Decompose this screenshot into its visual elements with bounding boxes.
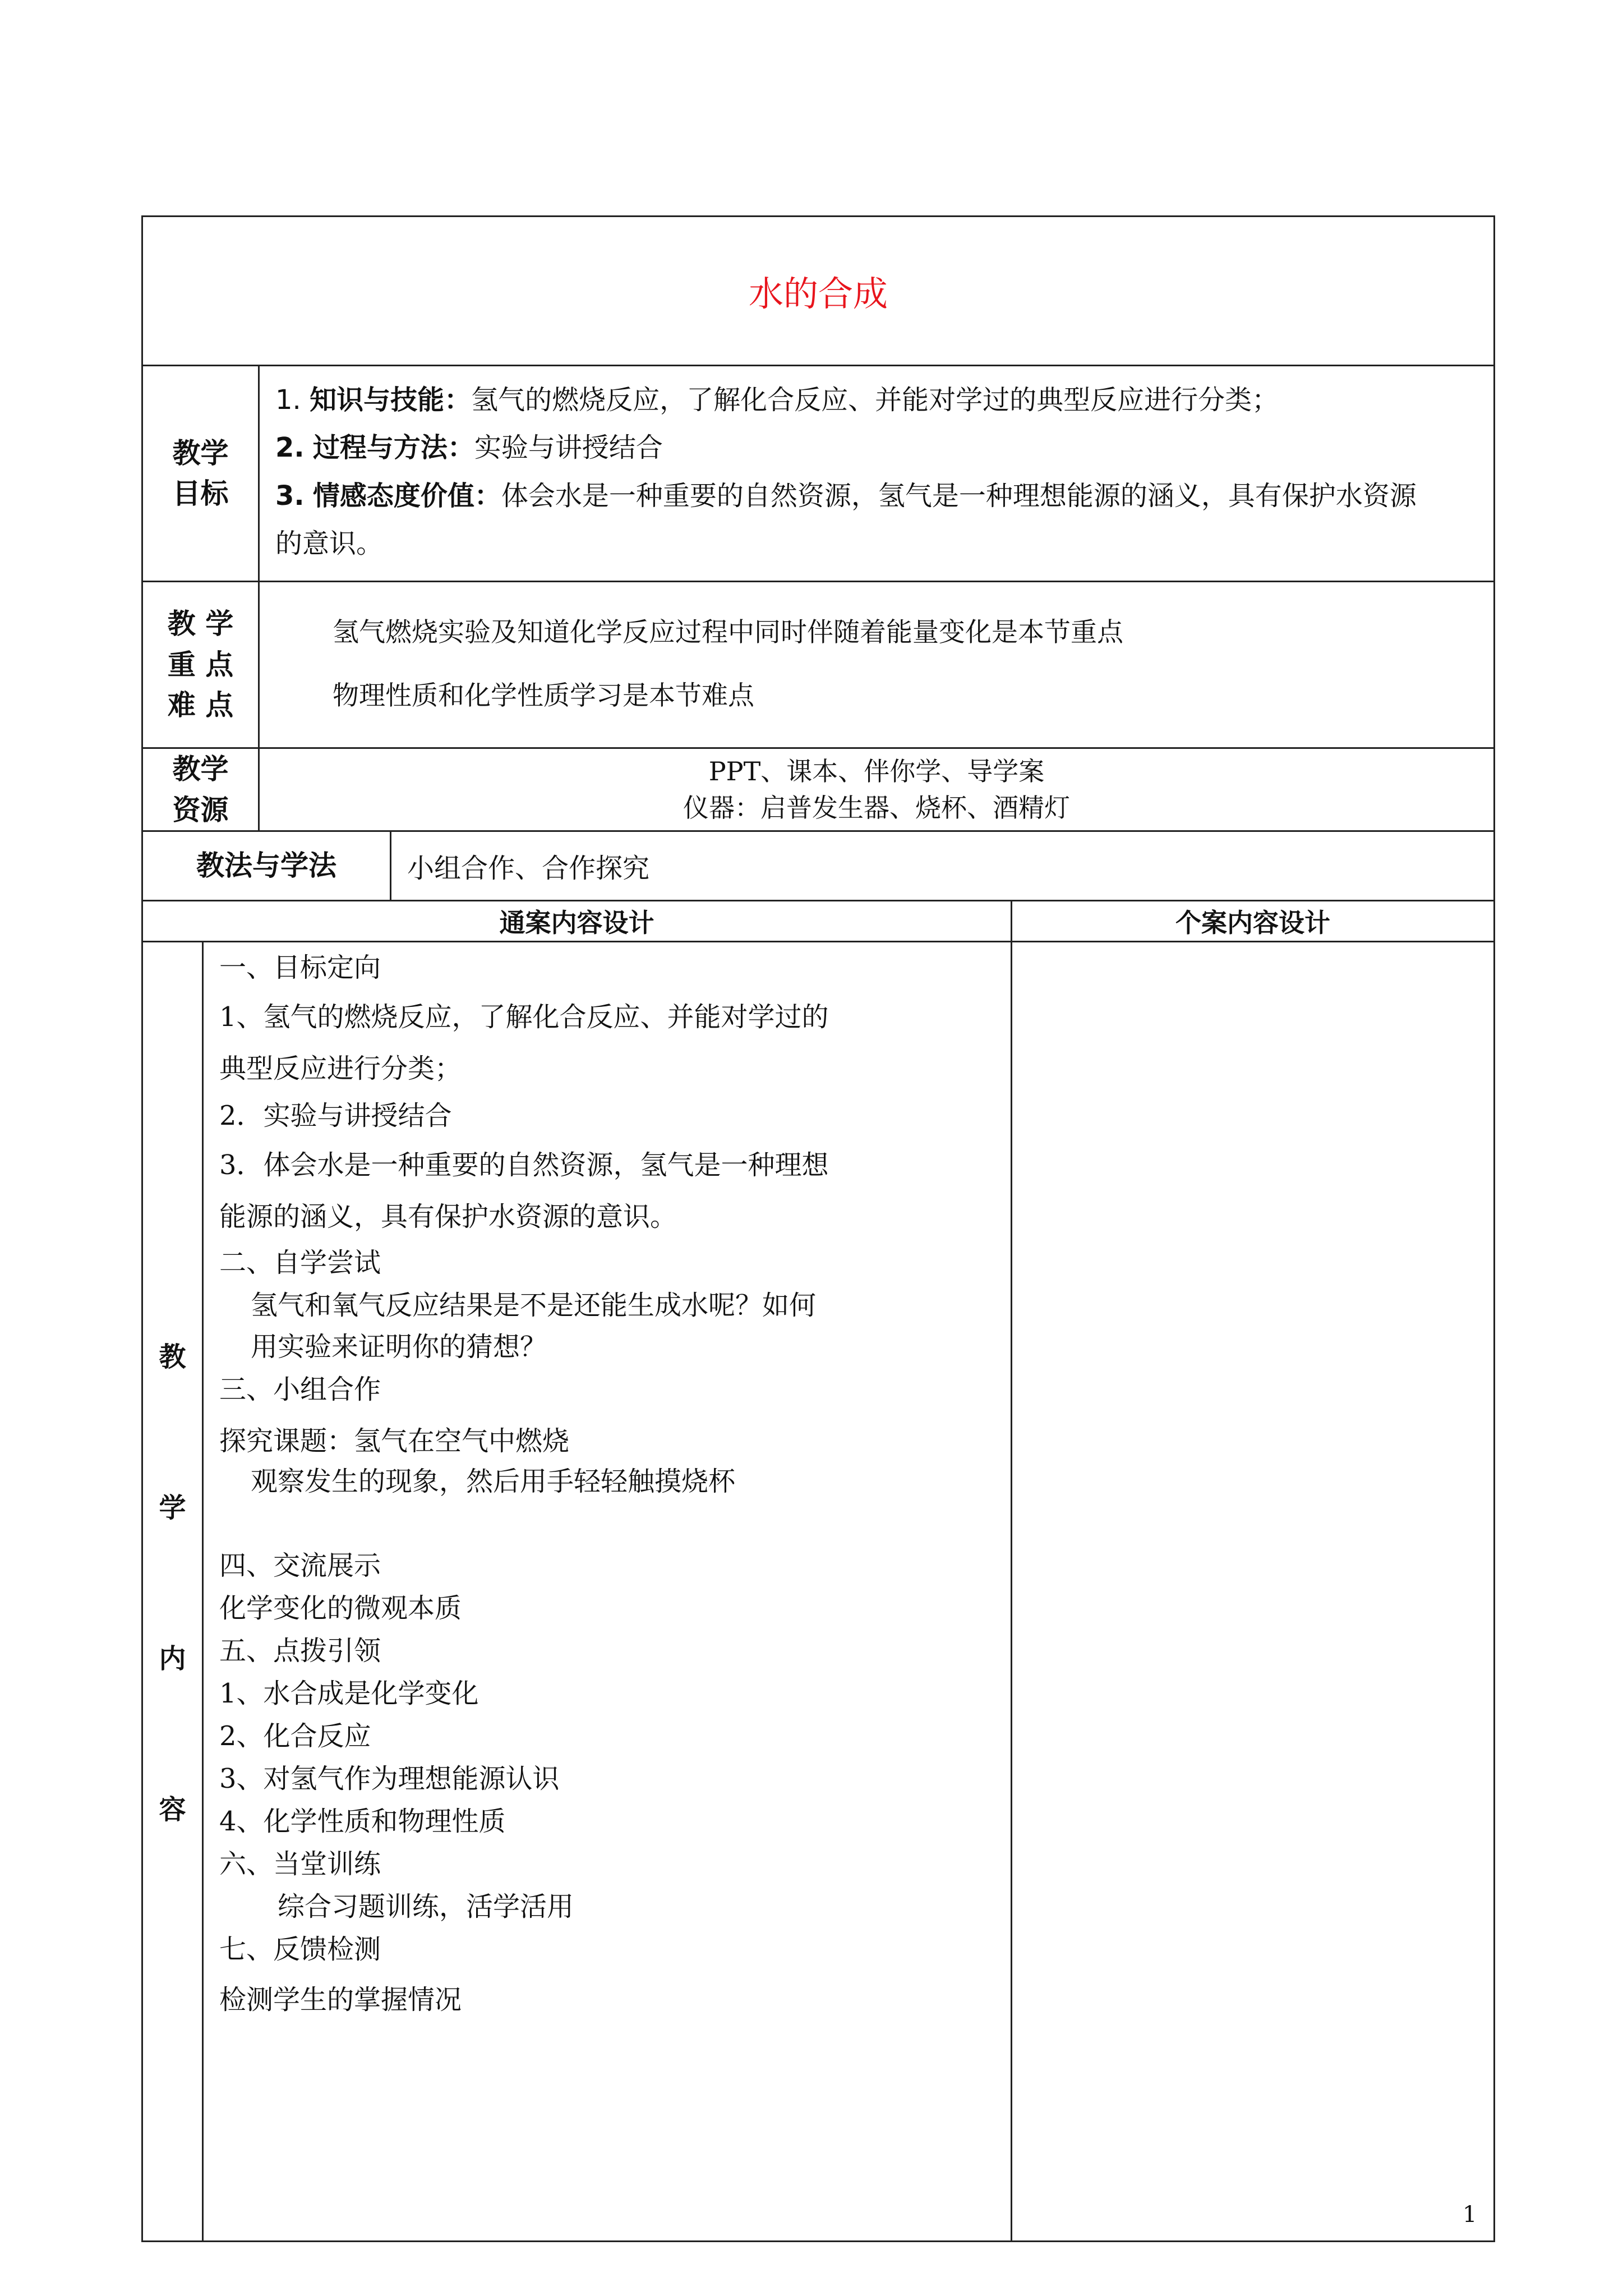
content-row <box>142 942 1495 2242</box>
methods-label: 教法与学法 <box>142 831 391 901</box>
column-header-row <box>142 901 1495 942</box>
content-line: 1、水合成是化学变化 <box>219 1678 479 1709</box>
document-title: 水的合成 <box>748 273 888 314</box>
individual-design-content <box>1012 942 1495 2242</box>
title-row <box>142 217 1495 366</box>
objective-item: 3. 情感态度价值：体会水是一种重要的自然资源，氢气是一种理想能源的涵义，具有保护水资源 <box>275 480 1417 512</box>
content-line: 1、氢气的燃烧反应，了解化合反应、并能对学过的 <box>219 1001 829 1033</box>
content-line: 2．实验与讲授结合 <box>219 1100 452 1131</box>
focus-content <box>259 582 1495 748</box>
content-line: 3．体会水是一种重要的自然资源，氢气是一种理想 <box>219 1149 829 1181</box>
content-line: 3、对氢气作为理想能源认识 <box>219 1763 560 1795</box>
content-line: 用实验来证明你的猜想？ <box>251 1331 547 1363</box>
difficulty: 物理性质和化学性质学习是本节难点 <box>333 680 754 711</box>
methods-value: 小组合作、合作探究 <box>391 831 1495 901</box>
content-line: 三、小组合作 <box>219 1374 381 1405</box>
content-line: 化学变化的微观本质 <box>219 1593 462 1624</box>
content-line: 氢气和氧气反应结果是不是还能生成水呢？如何 <box>251 1290 817 1321</box>
resources-content: PPT、课本、伴你学、导学案 仪器：启普发生器、烧杯、酒精灯 <box>259 748 1495 831</box>
resources-label: 教学 资源 <box>142 748 259 831</box>
page-number: 1 <box>1463 2202 1477 2228</box>
focus-label: 教 学 重 点 难 点 <box>142 582 259 748</box>
content-line: 探究课题：氢气在空气中燃烧 <box>219 1425 570 1457</box>
content-line: 4、化学性质和物理性质 <box>219 1806 506 1837</box>
content-label: 教 学 内 容 <box>142 942 203 2242</box>
objectives-label: 教学 目标 <box>142 366 259 582</box>
content-line: 七、反馈检测 <box>219 1934 381 1965</box>
common-design-content <box>203 942 1012 2242</box>
content-line: 能源的涵义，具有保护水资源的意识。 <box>219 1201 677 1232</box>
lesson-plan-table <box>141 215 1495 2242</box>
content-line: 综合习题训练，活学活用 <box>278 1891 574 1922</box>
content-line: 2、化合反应 <box>219 1720 371 1752</box>
content-line: 四、交流展示 <box>219 1550 381 1581</box>
content-line: 检测学生的掌握情况 <box>219 1984 462 2016</box>
methods-row <box>142 831 1495 901</box>
objective-continuation: 的意识。 <box>275 528 384 560</box>
content-line: 六、当堂训练 <box>219 1848 381 1880</box>
objectives-row <box>142 366 1495 582</box>
objectives-content <box>259 366 1495 582</box>
resources-row <box>142 748 1495 831</box>
focus-row <box>142 582 1495 748</box>
objective-item: 1. 知识与技能：氢气的燃烧反应，了解化合反应、并能对学过的典型反应进行分类； <box>275 384 1279 416</box>
content-line: 五、点拨引领 <box>219 1635 381 1667</box>
common-design-header: 通案内容设计 <box>142 901 1012 942</box>
content-line: 典型反应进行分类； <box>219 1053 462 1084</box>
individual-design-header: 个案内容设计 <box>1012 901 1495 942</box>
content-line: 观察发生的现象，然后用手轻轻触摸烧杯 <box>251 1466 736 1497</box>
content-line: 二、自学尝试 <box>219 1247 381 1278</box>
content-line: 一、目标定向 <box>219 952 381 983</box>
key-point: 氢气燃烧实验及知道化学反应过程中同时伴随着能量变化是本节重点 <box>333 617 1123 648</box>
objective-item: 2. 过程与方法：实验与讲授结合 <box>275 432 663 464</box>
